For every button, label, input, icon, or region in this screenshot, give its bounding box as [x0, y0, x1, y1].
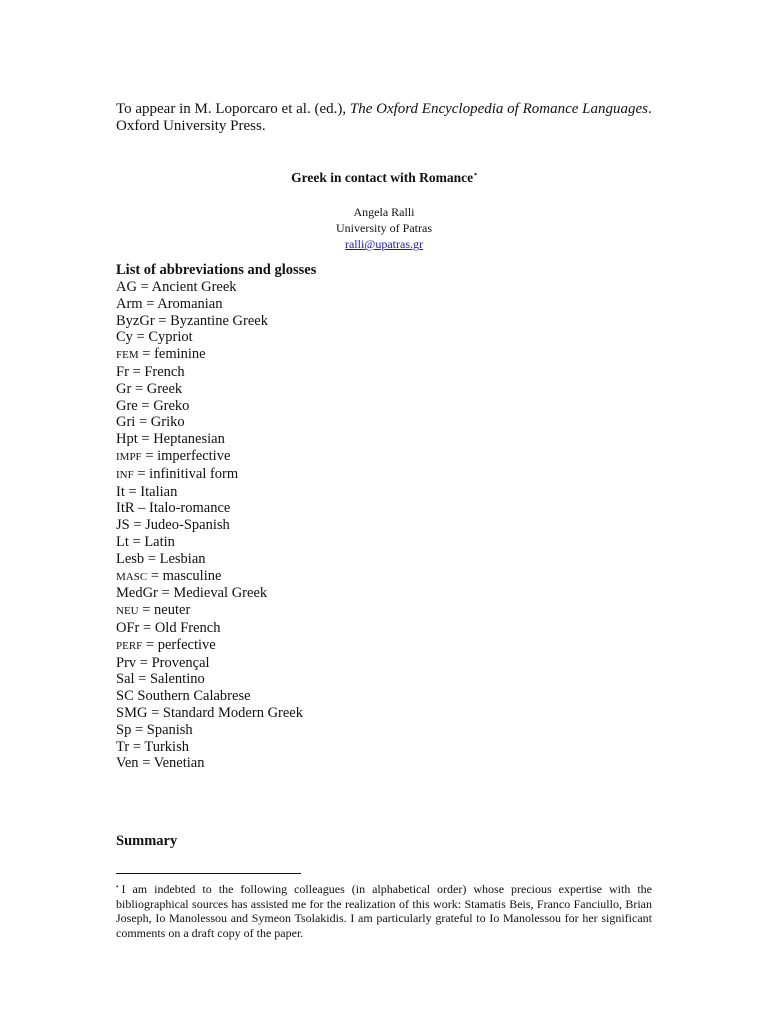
author-name: Angela Ralli	[353, 205, 415, 219]
abbreviation-code: Arm	[116, 295, 143, 312]
abbreviation-separator: =	[137, 431, 154, 448]
abbreviation-code: Tr	[116, 738, 130, 755]
abbreviation-gloss: Medieval Greek	[173, 585, 268, 602]
abbreviation-code: ItR	[116, 500, 135, 517]
abbreviation-code: Fr	[116, 363, 129, 380]
abbreviation-code: JS	[116, 517, 130, 534]
abbreviation-gloss: Judeo-Spanish	[145, 517, 230, 534]
abbreviation-separator: =	[138, 602, 155, 619]
abbreviation-separator: =	[124, 483, 141, 500]
abbreviation-code: PERF	[116, 639, 143, 652]
abbreviation-separator: =	[138, 755, 154, 772]
abbreviation-separator: =	[142, 636, 158, 653]
abbreviation-code: Gr	[116, 380, 132, 397]
abbreviation-gloss: Latin	[144, 533, 175, 550]
abbreviation-gloss: Old French	[154, 619, 221, 636]
abbreviation-code: Sal	[116, 671, 135, 688]
abbreviation-gloss: masculine	[162, 567, 222, 584]
abbreviation-item	[116, 739, 303, 756]
abbreviation-code: ByzGr	[116, 312, 155, 329]
abbreviation-gloss: Turkish	[144, 738, 189, 755]
publication-note-suffix: . Oxford University Press.	[116, 101, 652, 134]
abbreviation-gloss: Heptanesian	[153, 431, 225, 448]
author-email-link[interactable]: ralli@upatras.gr	[344, 237, 424, 251]
abbreviation-gloss: Venetian	[153, 755, 205, 772]
abbreviation-item	[116, 484, 303, 501]
abbreviation-code: NEU	[116, 605, 139, 618]
abbreviation-code: Sp	[116, 721, 132, 738]
abbreviation-separator: =	[137, 397, 154, 414]
abbreviation-separator: =	[147, 567, 163, 584]
footnote-symbol: •	[116, 883, 119, 891]
abbreviation-separator: =	[128, 533, 145, 550]
abbreviation-separator: =	[131, 721, 147, 738]
abbreviation-separator: =	[139, 619, 155, 636]
abbreviation-code: It	[116, 483, 125, 500]
abbreviations-heading: List of abbreviations and glosses	[116, 262, 317, 278]
abbreviation-gloss: Salentino	[149, 671, 205, 688]
abbreviation-code: OFr	[116, 619, 140, 636]
abbreviation-item	[116, 364, 303, 381]
abbreviation-separator: =	[138, 346, 155, 363]
abbreviation-item	[116, 705, 303, 722]
abbreviation-separator: =	[142, 295, 158, 312]
abbreviation-item	[116, 381, 303, 398]
abbreviation-separator: –	[134, 500, 150, 517]
abbreviation-gloss: Ancient Greek	[151, 279, 237, 295]
abbreviation-gloss: imperfective	[157, 447, 231, 464]
abbreviation-code: SC	[116, 688, 134, 705]
abbreviation-gloss: Southern Calabrese	[137, 688, 251, 705]
abbreviation-item	[116, 722, 303, 739]
abbreviation-separator: =	[135, 414, 151, 431]
publication-note	[116, 101, 656, 135]
author-affiliation: University of Patras	[336, 221, 432, 235]
abbreviation-gloss: Greko	[153, 397, 190, 414]
footnote-marker[interactable]: •	[474, 170, 477, 179]
abbreviation-separator: =	[129, 738, 145, 755]
abbreviation-code: SMG	[116, 704, 148, 721]
abbreviation-code: IMPF	[116, 450, 142, 463]
abbreviation-gloss: French	[144, 363, 185, 380]
abbreviation-code: FEM	[116, 349, 139, 362]
abbreviation-separator: =	[144, 550, 160, 567]
abbreviation-item	[116, 414, 303, 431]
abbreviation-item	[116, 568, 303, 586]
abbreviation-gloss: Standard Modern Greek	[162, 704, 303, 721]
abbreviation-gloss: Aromanian	[157, 295, 223, 312]
abbreviation-gloss: Griko	[150, 414, 185, 431]
abbreviation-item	[116, 585, 303, 602]
abbreviation-item	[116, 534, 303, 551]
abbreviation-separator: =	[157, 585, 174, 602]
abbreviation-code: Prv	[116, 654, 137, 671]
author-block	[0, 204, 768, 252]
abbreviation-item	[116, 448, 303, 466]
abbreviation-gloss: Italian	[140, 483, 178, 500]
publication-note-prefix: To appear in M. Loporcaro et al. (ed.),	[116, 101, 350, 117]
abbreviation-gloss: Italo-romance	[149, 500, 231, 517]
paper-title-text: Greek in contact with Romance	[291, 170, 474, 185]
abbreviation-code: Lt	[116, 533, 129, 550]
abbreviation-gloss: Provençal	[151, 654, 210, 671]
abbreviation-gloss: perfective	[157, 636, 216, 653]
abbreviation-item	[116, 637, 303, 655]
book-title: The Oxford Encyclopedia of Romance Languages	[349, 101, 648, 117]
abbreviation-item	[116, 313, 303, 330]
abbreviation-separator: =	[131, 380, 147, 397]
paper-title	[0, 170, 768, 186]
abbreviation-item	[116, 688, 303, 705]
abbreviation-gloss: Lesbian	[159, 550, 206, 567]
abbreviation-item	[116, 671, 303, 688]
abbreviation-code: Ven	[116, 755, 139, 772]
abbreviation-code: Hpt	[116, 431, 138, 448]
abbreviation-item	[116, 517, 303, 534]
abbreviation-separator: =	[141, 447, 158, 464]
abbreviation-separator: =	[132, 329, 149, 346]
abbreviation-separator: =	[133, 465, 150, 482]
abbreviation-item	[116, 296, 303, 313]
abbreviations-list	[116, 279, 303, 772]
abbreviation-item	[116, 398, 303, 415]
abbreviation-gloss: Byzantine Greek	[170, 312, 268, 329]
abbreviation-item	[116, 620, 303, 637]
abbreviation-item	[116, 551, 303, 568]
abbreviation-separator: =	[134, 671, 150, 688]
abbreviation-code: Gri	[116, 414, 136, 431]
abbreviation-code: Lesb	[116, 550, 145, 567]
abbreviation-item	[116, 329, 303, 346]
summary-heading: Summary	[116, 833, 178, 849]
abbreviation-gloss: Spanish	[146, 721, 193, 738]
abbreviation-gloss: feminine	[154, 346, 206, 363]
abbreviation-code: MedGr	[116, 585, 158, 602]
abbreviation-item	[116, 500, 303, 517]
abbreviation-gloss: Greek	[146, 380, 183, 397]
abbreviation-item	[116, 346, 303, 364]
abbreviation-separator: =	[128, 363, 145, 380]
abbreviation-code: Gre	[116, 397, 138, 414]
abbreviation-code: MASC	[116, 570, 148, 583]
abbreviation-item	[116, 279, 303, 296]
abbreviation-gloss: neuter	[154, 602, 191, 619]
abbreviation-code: Cy	[116, 329, 133, 346]
abbreviation-code: INF	[116, 468, 134, 481]
abbreviation-item	[116, 655, 303, 672]
abbreviation-item	[116, 466, 303, 484]
footnote-divider	[116, 873, 301, 874]
abbreviation-gloss: infinitival form	[149, 465, 239, 482]
footnote-text: I am indebted to the following colleagues (in alphabetical order) whose precious expertise with the bibliographical sources has assisted me for the realization of this work: Stamatis Beis, Franco Fanciullo, Brian Joseph, Io Manolessou and Symeon Tsolakidis. I am particularly grateful to Io Manolessou for her significant comments on a draft copy of the paper.	[116, 882, 652, 940]
abbreviation-separator: =	[136, 654, 152, 671]
abbreviation-separator: =	[136, 279, 152, 295]
abbreviation-separator: =	[154, 312, 171, 329]
abbreviation-gloss: Cypriot	[148, 329, 193, 346]
abbreviation-code: AG	[116, 279, 137, 295]
abbreviation-item	[116, 602, 303, 620]
abbreviation-item	[116, 755, 303, 772]
abbreviation-separator: =	[147, 704, 163, 721]
abbreviation-separator: =	[129, 517, 146, 534]
abbreviation-item	[116, 431, 303, 448]
footnote	[116, 880, 652, 940]
